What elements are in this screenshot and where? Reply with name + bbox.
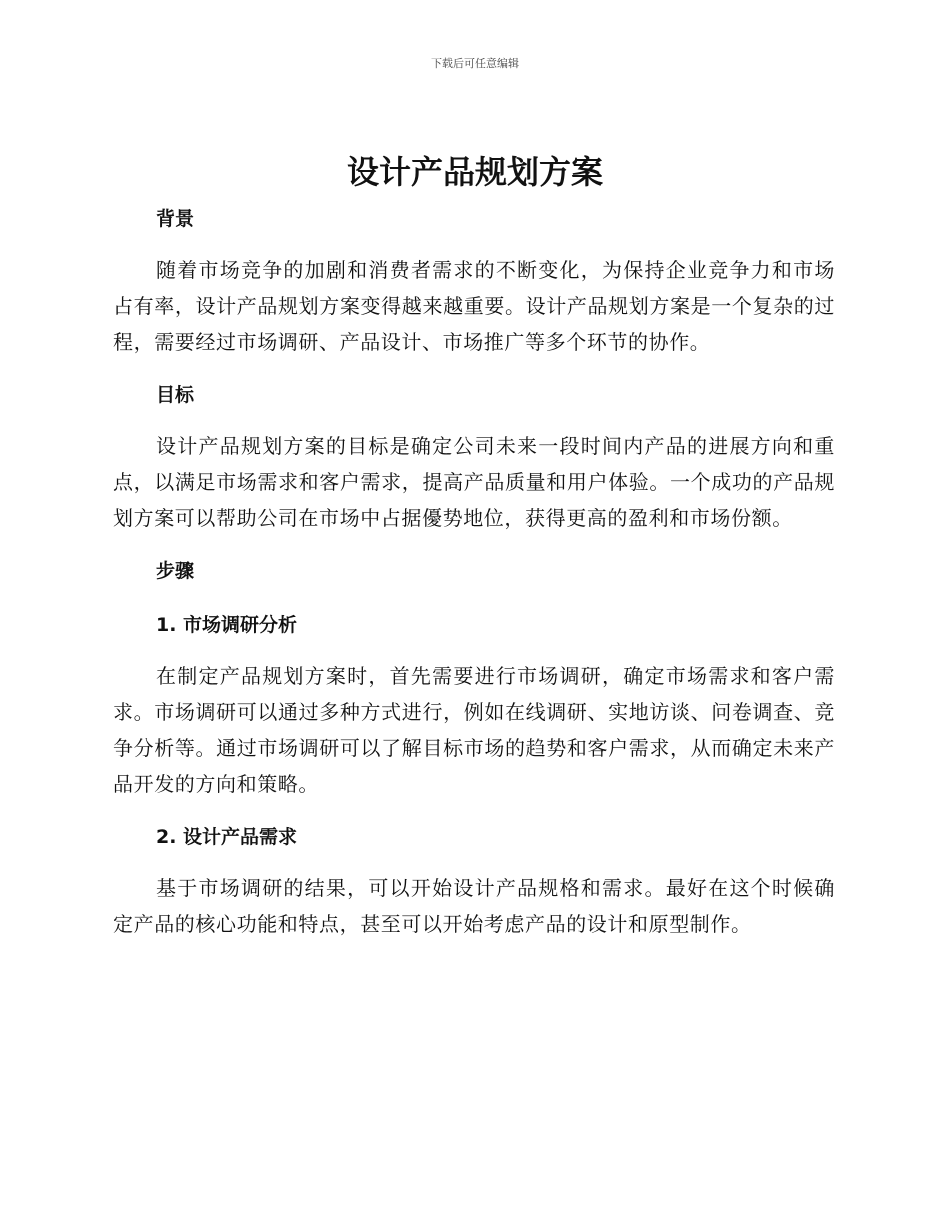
document-body <box>113 200 835 942</box>
header-note: 下载后可任意编辑 <box>431 57 519 70</box>
paragraph-step1: 在制定产品规划方案时，首先需要进行市场调研，确定市场需求和客户需求。市场调研可以通过多种方式进行，例如在线调研、实地访谈、问卷调查、竞争分析等。通过市场调研可以了解目标市场的趋势和客户需求，从而确定未来产品开发的方向和策略。 <box>113 664 835 796</box>
section-heading-goal: 目标 <box>156 384 195 406</box>
paragraph-goal: 设计产品规划方案的目标是确定公司未来一段时间内产品的进展方向和重点，以满足市场需求和客户需求，提高产品质量和用户体验。一个成功的产品规划方案可以帮助公司在市场中占据優势地位，获得更高的盈利和市场份额。 <box>113 434 835 530</box>
paragraph-step2: 基于市场调研的结果，可以开始设计产品规格和需求。最好在这个时候确定产品的核心功能和特点，甚至可以开始考虑产品的设计和原型制作。 <box>113 876 835 936</box>
section-heading-background: 背景 <box>156 208 195 230</box>
paragraph-background: 随着市场竞争的加剧和消费者需求的不断变化，为保持企业竞争力和市场占有率，设计产品规划方案变得越来越重要。设计产品规划方案是一个复杂的过程，需要经过市场调研、产品设计、市场推广等多个环节的协作。 <box>113 258 835 354</box>
step1-heading: 1. 市场调研分析 <box>156 614 298 636</box>
step2-heading: 2. 设计产品需求 <box>156 826 298 848</box>
section-heading-steps: 步骤 <box>156 560 195 582</box>
document-title: 设计产品规划方案 <box>346 153 603 191</box>
